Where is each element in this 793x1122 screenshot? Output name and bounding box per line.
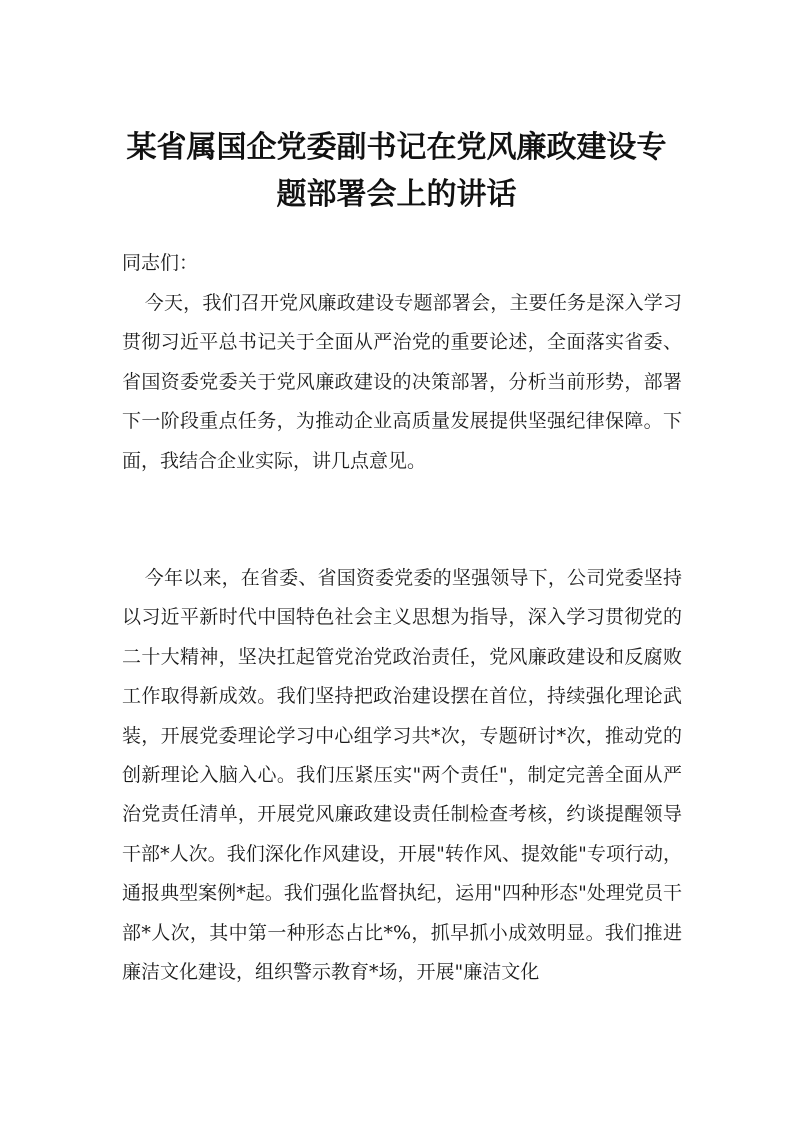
paragraph-1: 今天，我们召开党风廉政建设专题部署会，主要任务是深入学习贯彻习近平总书记关于全面从严治党的重要论述，全面落实省委、省国资委党委关于党风廉政建设的决策部署，分析当前形势，部署下一阶段重点任务，为推动企业高质量发展提供坚强纪律保障。下面，我结合企业实际，讲几点意见。 <box>122 292 682 472</box>
salutation: 同志们： <box>122 252 199 274</box>
paragraph-2: 今年以来，在省委、省国资委党委的坚强领导下，公司党委坚持以习近平新时代中国特色社会主义思想为指导，深入学习贯彻党的二十大精神，坚决扛起管党治党政治责任，党风廉政建设和反腐败工作取得新成效。我们坚持把政治建设摆在首位，持续强化理论武装，开展党委理论学习中心组学习共*次，专题研讨*次，推动党的创新理论入脑入心。我们压紧压实"两个责任"，制定完善全面从严治党责任清单，开展党风廉政建设责任制检查考核，约谈提醒领导干部*人次。我们深化作风建设，开展"转作风、提效能"专项行动，通报典型案例*起。我们强化监督执纪，运用"四种形态"处理党员干部*人次，其中第一种形态占比*%，抓早抓小成效明显。我们推进廉洁文化建设，组织警示教育*场，开展"廉洁文化 <box>122 567 682 984</box>
document-title-line-2: 题部署会上的讲话 <box>276 177 517 212</box>
document-title-line-1: 某省属国企党委副书记在党风廉政建设专 <box>126 130 667 165</box>
